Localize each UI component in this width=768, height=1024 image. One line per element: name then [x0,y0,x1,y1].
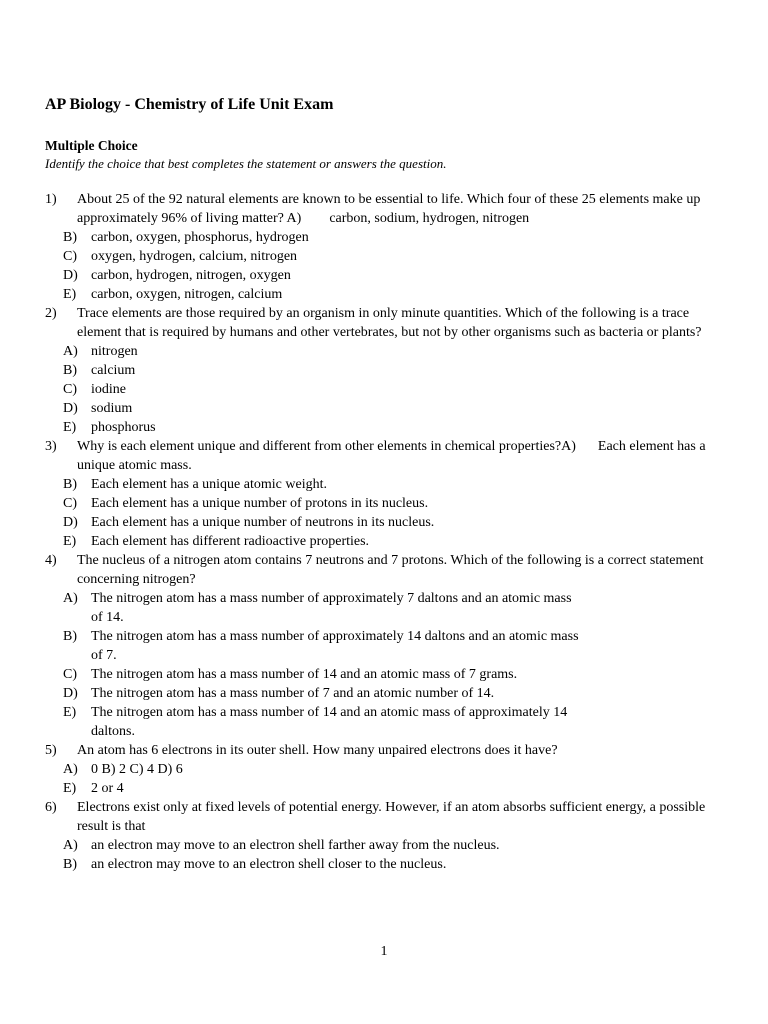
question-5 [45,741,720,760]
option-letter: C) [63,496,77,511]
option-text: carbon, hydrogen, nitrogen, oxygen [91,268,291,283]
option-letter: E) [63,781,77,796]
question-number: 4) [45,553,57,568]
option [63,399,720,418]
option-letter: A) [63,838,78,853]
question-stem [77,190,720,228]
question-body [77,437,720,475]
option-letter: B) [63,857,77,872]
option-letter: E) [63,534,77,549]
question-list [45,190,720,874]
question-body [77,190,720,228]
option-text: calcium [91,363,136,378]
option-letter: A) [63,762,78,777]
stem-text: About 25 of the 92 natural elements are known to be essential to life. Which four of these 25 elements make up approximately 96% of living matter? A) [77,192,701,226]
option-text: iodine [91,382,126,397]
question-number: 6) [45,800,57,815]
option-text: an electron may move to an electron shell farther away from the nucleus. [91,838,500,853]
option-letter: D) [63,401,78,416]
option [63,513,720,532]
option-letter: E) [63,420,77,435]
option-letter: E) [63,705,77,720]
option [63,760,720,779]
option [63,589,720,627]
option-letter: D) [63,515,78,530]
option-letter: C) [63,249,77,264]
option-letter: D) [63,686,78,701]
page-number: 1 [380,944,388,959]
question-6 [45,798,720,836]
option [63,684,720,703]
option [63,627,720,665]
option-text: carbon, oxygen, phosphorus, hydrogen [91,230,309,245]
option-letter: E) [63,287,77,302]
option-text: 2 or 4 [91,781,124,796]
option-letter: A) [63,344,78,359]
option [63,779,720,798]
option-text: oxygen, hydrogen, calcium, nitrogen [91,249,298,264]
question-stem: Trace elements are those required by an organism in only minute quantities. Which of the following is a trace element that is required by humans and other vertebrates, but not by other organisms such as bacteria or plants? [77,306,702,340]
option-letter: C) [63,667,77,682]
option [63,855,720,874]
option-text: sodium [91,401,133,416]
option-letter: B) [63,629,77,644]
option-text: The nitrogen atom has a mass number of 7 and an atomic number of 14. [91,686,495,701]
option-text: The nitrogen atom has a mass number of approximately 7 daltons and an atomic mass of 14. [91,591,572,625]
question-1 [45,190,720,228]
section-heading: Multiple Choice [45,138,138,153]
question-stem: Electrons exist only at fixed levels of potential energy. However, if an atom absorbs sufficient energy, a possible result is that [77,800,706,834]
option-text: Each element has a unique number of neutrons in its nucleus. [91,515,435,530]
option-text: 0 B) 2 C) 4 D) 6 [91,762,183,777]
option-letter: A) [63,591,78,606]
option [63,285,720,304]
option-text: phosphorus [91,420,156,435]
option [63,836,720,855]
question-3 [45,437,720,475]
option [63,418,720,437]
option-letter: B) [63,363,77,378]
option-text: carbon, oxygen, nitrogen, calcium [91,287,283,302]
question-number: 3) [45,439,57,454]
option [63,247,720,266]
option-letter: B) [63,230,77,245]
option-text: The nitrogen atom has a mass number of 14 and an atomic mass of 7 grams. [91,667,518,682]
option [63,228,720,247]
exam-title: AP Biology - Chemistry of Life Unit Exam [45,96,334,113]
option-text: The nitrogen atom has a mass number of 14 and an atomic mass of approximately 14 daltons. [91,705,568,739]
option [63,665,720,684]
option-text: Each element has a unique atomic weight. [91,477,327,492]
option [63,342,720,361]
question-number: 2) [45,306,57,321]
option-letter: D) [63,268,78,283]
option-letter: C) [63,382,77,397]
option-letter: B) [63,477,77,492]
option-a-text: Each element has a unique atomic mass. [77,439,706,473]
option [63,475,720,494]
question-stem: An atom has 6 electrons in its outer shell. How many unpaired electrons does it have? [77,743,558,758]
option-text: Each element has a unique number of protons in its nucleus. [91,496,429,511]
question-stem: The nucleus of a nitrogen atom contains 7 neutrons and 7 protons. Which of the following is a correct statement concerning nitrogen? [77,553,704,587]
option-text: an electron may move to an electron shell closer to the nucleus. [91,857,447,872]
question-number: 5) [45,743,57,758]
option [63,266,720,285]
option-a-text: carbon, sodium, hydrogen, nitrogen [329,211,530,226]
instructions: Identify the choice that best completes the statement or answers the question. [45,156,447,171]
option [63,532,720,551]
question-4 [45,551,720,589]
question-number: 1) [45,192,57,207]
option-text: nitrogen [91,344,138,359]
option-text: The nitrogen atom has a mass number of approximately 14 daltons and an atomic mass of 7. [91,629,579,663]
option [63,361,720,380]
stem-text: Why is each element unique and different from other elements in chemical properties?A) [77,439,576,454]
option [63,703,720,741]
question-2 [45,304,720,342]
option-text: Each element has different radioactive properties. [91,534,370,549]
question-stem [77,437,720,475]
option [63,380,720,399]
option [63,494,720,513]
